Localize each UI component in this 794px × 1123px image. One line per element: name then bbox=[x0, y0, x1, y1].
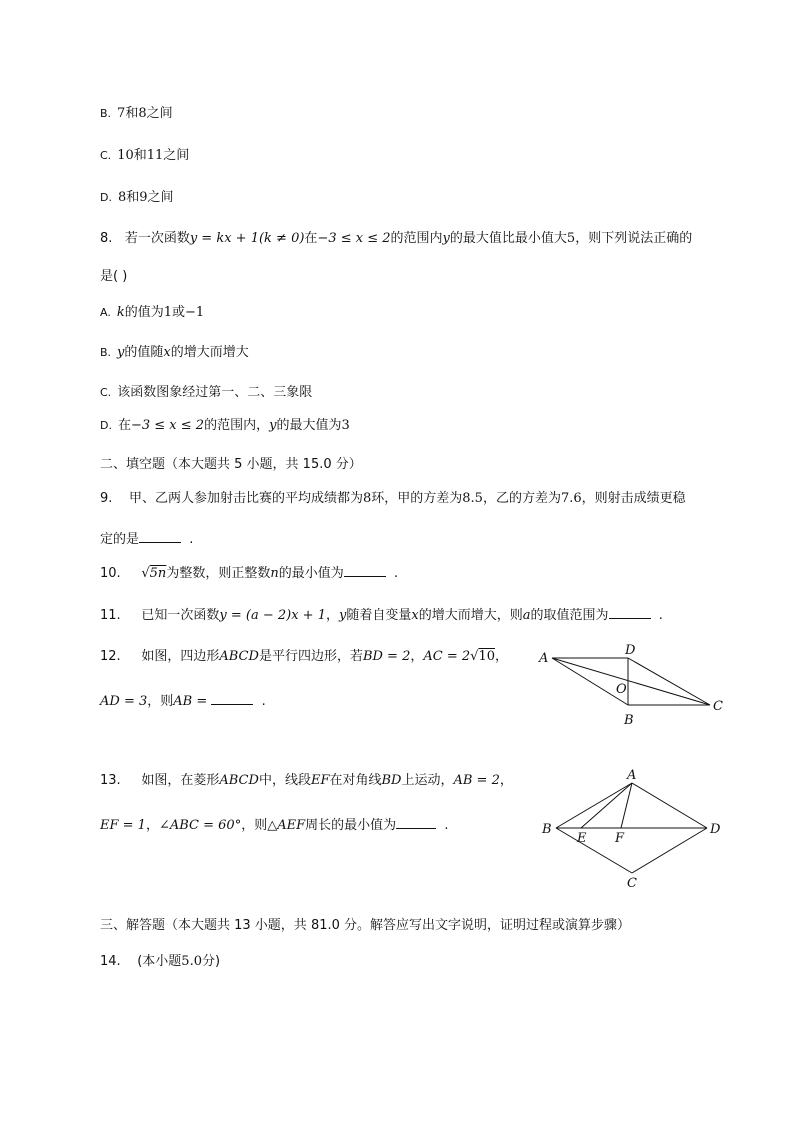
section-heading-solve: 三、解答题（本大题共 13 小题，共 81.0 分。解答应写出文字说明，证明过程或演算步骤） bbox=[100, 918, 631, 933]
radicand: 5n bbox=[149, 566, 167, 581]
section-heading-fill-blank: 二、填空题（本大题共 5 小题，共 15.0 分） bbox=[100, 457, 362, 472]
math: y bbox=[338, 608, 347, 623]
math: AC = 2 bbox=[423, 649, 471, 664]
q8-option-a bbox=[100, 303, 204, 323]
q14-stem bbox=[100, 952, 220, 972]
point-label-d: D bbox=[625, 643, 636, 658]
math: ∠ABC = 60° bbox=[158, 818, 242, 833]
answer-blank[interactable] bbox=[344, 562, 386, 577]
option-label: C. bbox=[100, 149, 112, 162]
point-label-e: E bbox=[577, 831, 587, 846]
question-number: 12. bbox=[100, 649, 121, 664]
text: 的最小值为 bbox=[278, 566, 344, 581]
math: y = (a − 2)x + 1 bbox=[219, 608, 326, 623]
math: 5.0 bbox=[181, 954, 202, 969]
math: ABCD bbox=[219, 649, 259, 664]
text: 和 bbox=[125, 106, 139, 121]
q8-option-c bbox=[100, 383, 312, 403]
text: 和 bbox=[126, 190, 140, 205]
text: (本小题 bbox=[137, 954, 182, 969]
math: EF bbox=[310, 773, 330, 788]
math: 8 bbox=[117, 190, 127, 205]
text: 已知一次函数 bbox=[141, 608, 220, 623]
math: AEF bbox=[277, 818, 306, 833]
option-label: B. bbox=[100, 107, 112, 120]
math: 8 bbox=[138, 106, 147, 121]
text: 之间 bbox=[163, 148, 190, 163]
segment-dc bbox=[628, 658, 710, 705]
math: BD bbox=[381, 773, 402, 788]
text: 若一次函数 bbox=[124, 231, 190, 246]
text: ， bbox=[499, 773, 513, 788]
text: 环，甲的方差为 bbox=[371, 491, 463, 506]
math: x bbox=[411, 608, 419, 623]
q12-stem bbox=[100, 647, 508, 667]
text: 的增大而增大，则 bbox=[418, 608, 523, 623]
text: 该函数图象经过第一、二、三象限 bbox=[117, 385, 313, 400]
segment-ae bbox=[581, 783, 632, 828]
q11-stem bbox=[100, 604, 663, 626]
text: ，则下列说法正确的 bbox=[575, 231, 693, 246]
question-number: 13. bbox=[100, 773, 121, 788]
math: −1 bbox=[185, 305, 205, 320]
math: 10 bbox=[117, 148, 134, 163]
text: . bbox=[444, 818, 449, 833]
text: 周长的最小值为 bbox=[305, 818, 397, 833]
text: 的最大值比最小值大 bbox=[449, 231, 567, 246]
math: 3 bbox=[341, 418, 350, 433]
answer-blank[interactable] bbox=[211, 690, 253, 705]
point-label-b: B bbox=[542, 822, 552, 837]
point-label-f: F bbox=[615, 831, 625, 846]
text: ，则 bbox=[147, 694, 174, 709]
text: 在 bbox=[304, 231, 318, 246]
text: 分) bbox=[201, 954, 221, 969]
text: 随着自变量 bbox=[346, 608, 412, 623]
text: . bbox=[658, 608, 663, 623]
text: 甲、乙两人参加射击比赛的平均成绩都为 bbox=[128, 491, 363, 506]
figure-parallelogram bbox=[532, 640, 732, 726]
text: 的值为 bbox=[124, 305, 164, 320]
text: 之间 bbox=[147, 190, 174, 205]
point-label-a: A bbox=[539, 651, 549, 666]
text: . bbox=[393, 566, 399, 581]
sqrt-expression: √5n bbox=[141, 566, 167, 581]
segment-dc bbox=[632, 828, 707, 873]
point-label-c: C bbox=[713, 699, 723, 714]
math: k bbox=[116, 305, 125, 320]
text: 是( ) bbox=[100, 269, 128, 284]
figure-rhombus bbox=[535, 765, 730, 890]
text: 的取值范围为 bbox=[530, 608, 609, 623]
text: ， bbox=[325, 608, 339, 623]
question-number: 11. bbox=[100, 608, 121, 623]
option-label: B. bbox=[100, 346, 112, 359]
answer-blank[interactable] bbox=[609, 604, 651, 619]
math: 8.5 bbox=[462, 491, 483, 506]
option-label: C. bbox=[100, 386, 112, 399]
q7-option-c bbox=[100, 146, 189, 166]
text: 如图，在菱形 bbox=[141, 773, 220, 788]
q10-stem bbox=[100, 562, 398, 584]
q7-option-b bbox=[100, 104, 173, 124]
option-label: A. bbox=[100, 306, 111, 319]
text: 中，线段 bbox=[258, 773, 311, 788]
math: 1 bbox=[163, 305, 173, 320]
text: 为整数，则正整数 bbox=[166, 566, 271, 581]
text: 的增大而增大 bbox=[170, 345, 249, 360]
text: 如图，四边形 bbox=[141, 649, 220, 664]
q8-stem-line2 bbox=[100, 267, 127, 287]
point-label-b: B bbox=[624, 713, 634, 726]
q9-stem-line2 bbox=[100, 528, 193, 550]
text: 或 bbox=[172, 305, 186, 320]
option-label: D. bbox=[100, 191, 112, 204]
math: 11 bbox=[146, 148, 164, 163]
math: x bbox=[163, 345, 171, 360]
answer-blank[interactable] bbox=[139, 528, 181, 543]
math: AB = 2 bbox=[453, 773, 500, 788]
math: 8 bbox=[362, 491, 372, 506]
q8-stem bbox=[100, 229, 692, 249]
answer-blank[interactable] bbox=[396, 814, 436, 829]
point-label-o: O bbox=[616, 682, 627, 697]
radicand: 10 bbox=[478, 649, 495, 664]
text: 定的是 bbox=[100, 532, 140, 547]
q12-stem-line2 bbox=[100, 690, 266, 712]
diagonal-ac bbox=[552, 658, 710, 705]
question-number: 10. bbox=[100, 566, 121, 581]
segment-ba bbox=[556, 783, 632, 828]
math: 7.6 bbox=[560, 491, 582, 506]
text: 的最大值为 bbox=[276, 418, 342, 433]
math: a bbox=[522, 608, 531, 623]
option-label: D. bbox=[100, 419, 112, 432]
text: 的范围内 bbox=[390, 231, 443, 246]
math: EF = 1 bbox=[100, 818, 146, 833]
text: 在对角线 bbox=[329, 773, 382, 788]
text: 和 bbox=[133, 148, 147, 163]
sqrt-expression: √10 bbox=[470, 649, 495, 664]
text: . bbox=[261, 694, 266, 709]
q7-option-d bbox=[100, 188, 174, 208]
text: 的值随 bbox=[124, 345, 164, 360]
text: ，乙的方差为 bbox=[482, 491, 561, 506]
math: AB = bbox=[173, 694, 208, 709]
text: ，则△ bbox=[241, 818, 278, 833]
q13-stem bbox=[100, 771, 513, 791]
math: n bbox=[270, 566, 279, 581]
question-number: 9. bbox=[100, 491, 113, 506]
text: 在 bbox=[117, 418, 131, 433]
point-label-a: A bbox=[627, 768, 637, 783]
q8-option-d bbox=[100, 416, 350, 436]
math: AD = 3 bbox=[100, 694, 148, 709]
math: y bbox=[442, 231, 450, 246]
math: 9 bbox=[139, 190, 148, 205]
text: ， bbox=[494, 649, 508, 664]
q9-stem bbox=[100, 489, 686, 509]
math: −3 ≤ x ≤ 2 bbox=[317, 231, 391, 246]
question-number: 8. bbox=[100, 231, 113, 246]
text: ，则射击成绩更稳 bbox=[581, 491, 686, 506]
text: ， bbox=[410, 649, 424, 664]
math: ABCD bbox=[219, 773, 259, 788]
math: y = kx + 1(k ≠ 0) bbox=[189, 231, 305, 246]
math: y bbox=[269, 418, 277, 433]
math: 7 bbox=[117, 106, 126, 121]
text: 之间 bbox=[146, 106, 173, 121]
point-label-d: D bbox=[710, 822, 721, 837]
q8-option-b bbox=[100, 343, 249, 363]
text: 上运动， bbox=[401, 773, 454, 788]
segment-ad bbox=[632, 783, 707, 828]
segment-af bbox=[621, 783, 632, 828]
text: . bbox=[189, 532, 194, 547]
text: 是平行四边形，若 bbox=[258, 649, 363, 664]
math: y bbox=[117, 345, 125, 360]
math: 5 bbox=[566, 231, 576, 246]
math: BD = 2 bbox=[362, 649, 411, 664]
text: 的范围内， bbox=[204, 418, 270, 433]
math: −3 ≤ x ≤ 2 bbox=[130, 418, 205, 433]
text: ， bbox=[145, 818, 159, 833]
point-label-c: C bbox=[627, 876, 637, 890]
question-number: 14. bbox=[100, 954, 121, 969]
q13-stem-line2 bbox=[100, 814, 449, 836]
